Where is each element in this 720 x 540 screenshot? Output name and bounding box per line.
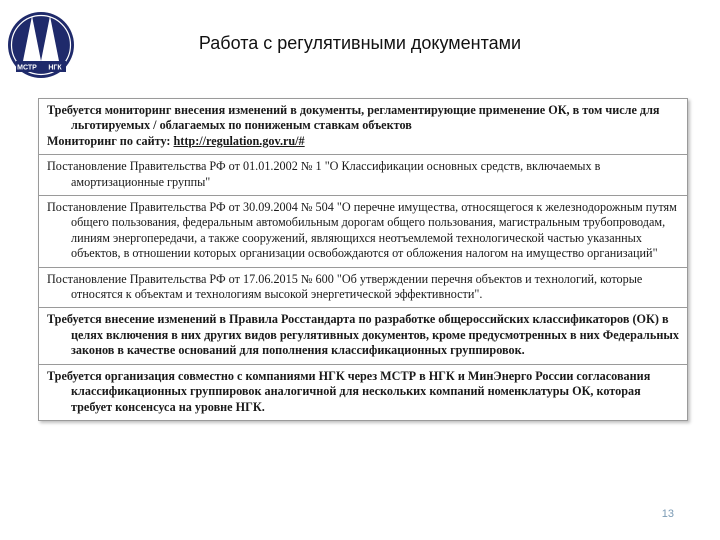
- page-number: 13: [661, 508, 674, 520]
- logo-left-text: МСТР: [17, 64, 37, 72]
- ngk-coordination-text: Требуется организация совместно с компаниями НГК через МСТР в НГК и МинЭнерго России согласования классификационных группировок аналогичной для нескольких компаний номенклатуры ОК, которая требует консенсуса на уровне НГК.: [47, 368, 651, 414]
- page-title: Работа с регулятивными документами: [198, 33, 522, 53]
- monitoring-text: Требуется мониторинг внесения изменений в документы, регламентирующие применение ОК, в том числе для льготируемых / облагаемых по пониженым ставкам объектов: [47, 103, 660, 133]
- decree-2002-text: Постановление Правительства РФ от 01.01.2002 № 1 "О Классификации основных средств, включаемых в амортизационные группы": [47, 159, 601, 189]
- monitoring-box: [39, 99, 687, 155]
- decree-2015-box: [39, 268, 687, 309]
- content-table: [38, 98, 688, 421]
- monitoring-site-label: Мониторинг по сайту:: [47, 133, 174, 148]
- logo-right-text: НГК: [48, 64, 62, 72]
- logo-emblem: [6, 10, 76, 80]
- monitoring-site-line: [47, 134, 679, 149]
- decree-2002-box: [39, 155, 687, 196]
- decree-2004-text: Постановление Правительства РФ от 30.09.2004 № 504 "О перечне имущества, относящегося к железнодорожным путям общего пользования, федеральным автомобильным дорогам общего пользования, магистральным трубопроводам, линиям энергопередачи, а также сооружений, являющихся неотъемлемой технологической частью указанных объектов, в отношении которых организации освобождаются от обложения налогом на имущество организаций": [47, 200, 677, 261]
- decree-2015-text: Постановление Правительства РФ от 17.06.2015 № 600 "Об утверждении перечня объектов и технологий, которые относятся к объектам и технологиям высокой энергетической эффективности".: [47, 271, 643, 302]
- decree-2004-box: [39, 196, 687, 268]
- logo: [6, 10, 76, 80]
- rosstandart-text: Требуется внесение изменений в Правила Росстандарта по разработке общероссийских классификаторов (ОК) в целях включения в них других видов регулятивных документов, кроме предусмотренных в них Федеральных законов в качестве оснований для пополнения классификационных группировок.: [47, 312, 679, 358]
- ngk-coordination-box: [39, 365, 687, 420]
- regulation-link[interactable]: http://regulation.gov.ru/#: [173, 133, 305, 148]
- rosstandart-box: [39, 308, 687, 364]
